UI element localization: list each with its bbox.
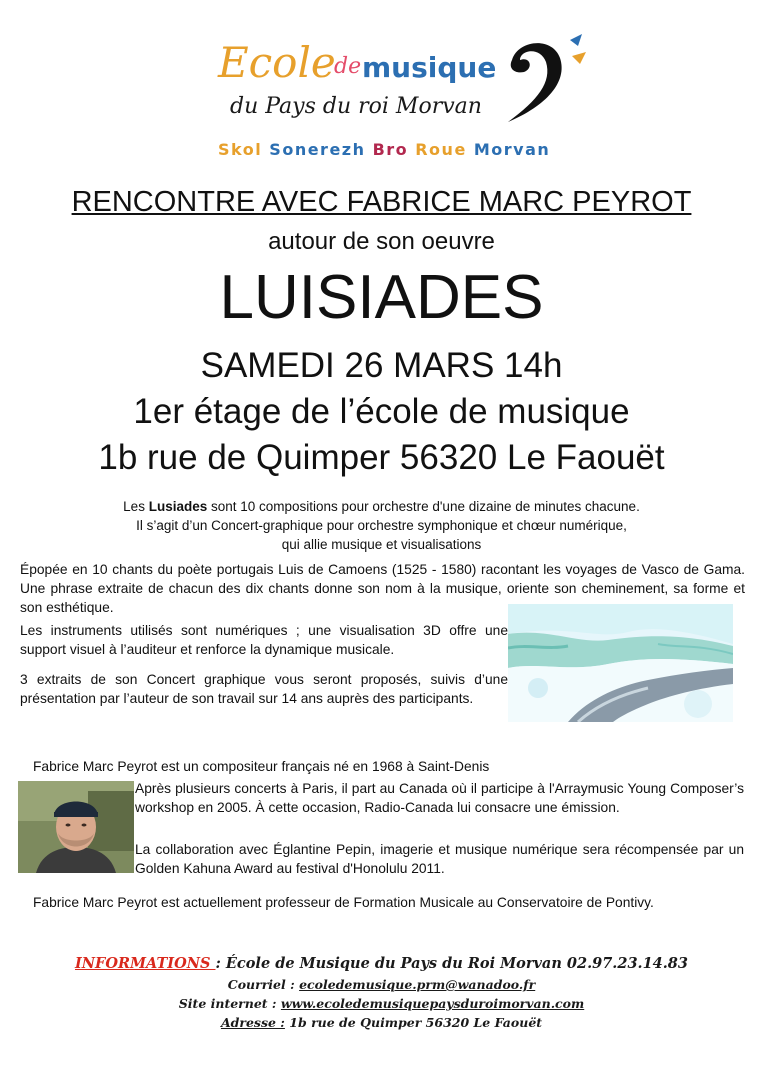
logo-musique: musique: [362, 51, 497, 84]
info-adresse: Adresse : 1b rue de Quimper 56320 Le Faouët: [220, 1015, 543, 1030]
logo-de: de: [334, 54, 362, 79]
bass-clef-icon: [490, 30, 590, 130]
paragraph-carriere: Après plusieurs concerts à Paris, il part au Canada où il participe à l'Arraymusic Young Composer’s workshop en 2005. À cette occasion, Radio-Canada lui consacre une émission.: [135, 781, 744, 815]
info-label: INFORMATIONS: [74, 955, 216, 972]
logo-pays: du Pays du roi Morvan: [230, 94, 482, 119]
email-link[interactable]: ecoledemusique.prm@wanadoo.fr: [299, 977, 536, 992]
paragraph-compositeur: Fabrice Marc Peyrot est un compositeur français né en 1968 à Saint-Denis: [33, 759, 490, 774]
paragraph-instruments: Les instruments utilisés sont numériques ; une visualisation 3D offre une support visuel à l’auditeur et renforce la dynamique musicale.: [20, 623, 508, 657]
page-title: LUISIADES: [219, 263, 544, 332]
event-adresse: 1b rue de Quimper 56320 Le Faouët: [98, 438, 665, 477]
heading-autour: autour de son oeuvre: [268, 228, 495, 255]
portrait-photo: [18, 781, 134, 873]
event-date: SAMEDI 26 MARS 14h: [200, 346, 563, 385]
info-courriel: Courriel : ecoledemusique.prm@wanadoo.fr: [227, 977, 536, 992]
paragraph-professeur: Fabrice Marc Peyrot est actuellement professeur de Formation Musicale au Conservatoire de Pontivy.: [33, 895, 654, 910]
paragraph-extraits: 3 extraits de son Concert graphique vous seront proposés, suivis d’une présentation par l’auteur de son travail sur 14 ans auprès des participants.: [20, 672, 508, 706]
logo-ecole: Ecole: [218, 38, 336, 87]
website-link[interactable]: www.ecoledemusiquepaysduroimorvan.com: [280, 996, 585, 1011]
info-site: Site internet : www.ecoledemusiquepaysduroimorvan.com: [178, 996, 585, 1011]
intro-text: Les Lusiades sont 10 compositions pour orchestre d'une dizaine de minutes chacune. Il s’agit d’un Concert-graphique pour orchestre symphonique et chœur numérique, qui allie musique et visualisations: [123, 499, 640, 552]
visualisation-image: [508, 604, 733, 722]
event-lieu: 1er étage de l’école de musique: [133, 392, 630, 431]
heading-rencontre: RENCONTRE AVEC FABRICE MARC PEYROT: [71, 186, 692, 218]
logo-skol-text: Skol Sonerezh Bro Roue Morvan: [218, 140, 551, 159]
school-logo: [210, 30, 590, 165]
paragraph-epopee: Épopée en 10 chants du poète portugais Luis de Camoens (1525 - 1580) racontant les voyages de Vasco de Gama. Une phrase extraite de chacun des dix chants donne son nom à la musique, oriente son cheminement, sa forme et son esthétique.: [20, 562, 745, 615]
info-line: INFORMATIONS : École de Musique du Pays du Roi Morvan 02.97.23.14.83: [74, 955, 688, 972]
paragraph-collaboration: La collaboration avec Églantine Pepin, imagerie et musique numérique sera récompensée par un Golden Kahuna Award au festival d'Honolulu 2011.: [135, 842, 744, 876]
